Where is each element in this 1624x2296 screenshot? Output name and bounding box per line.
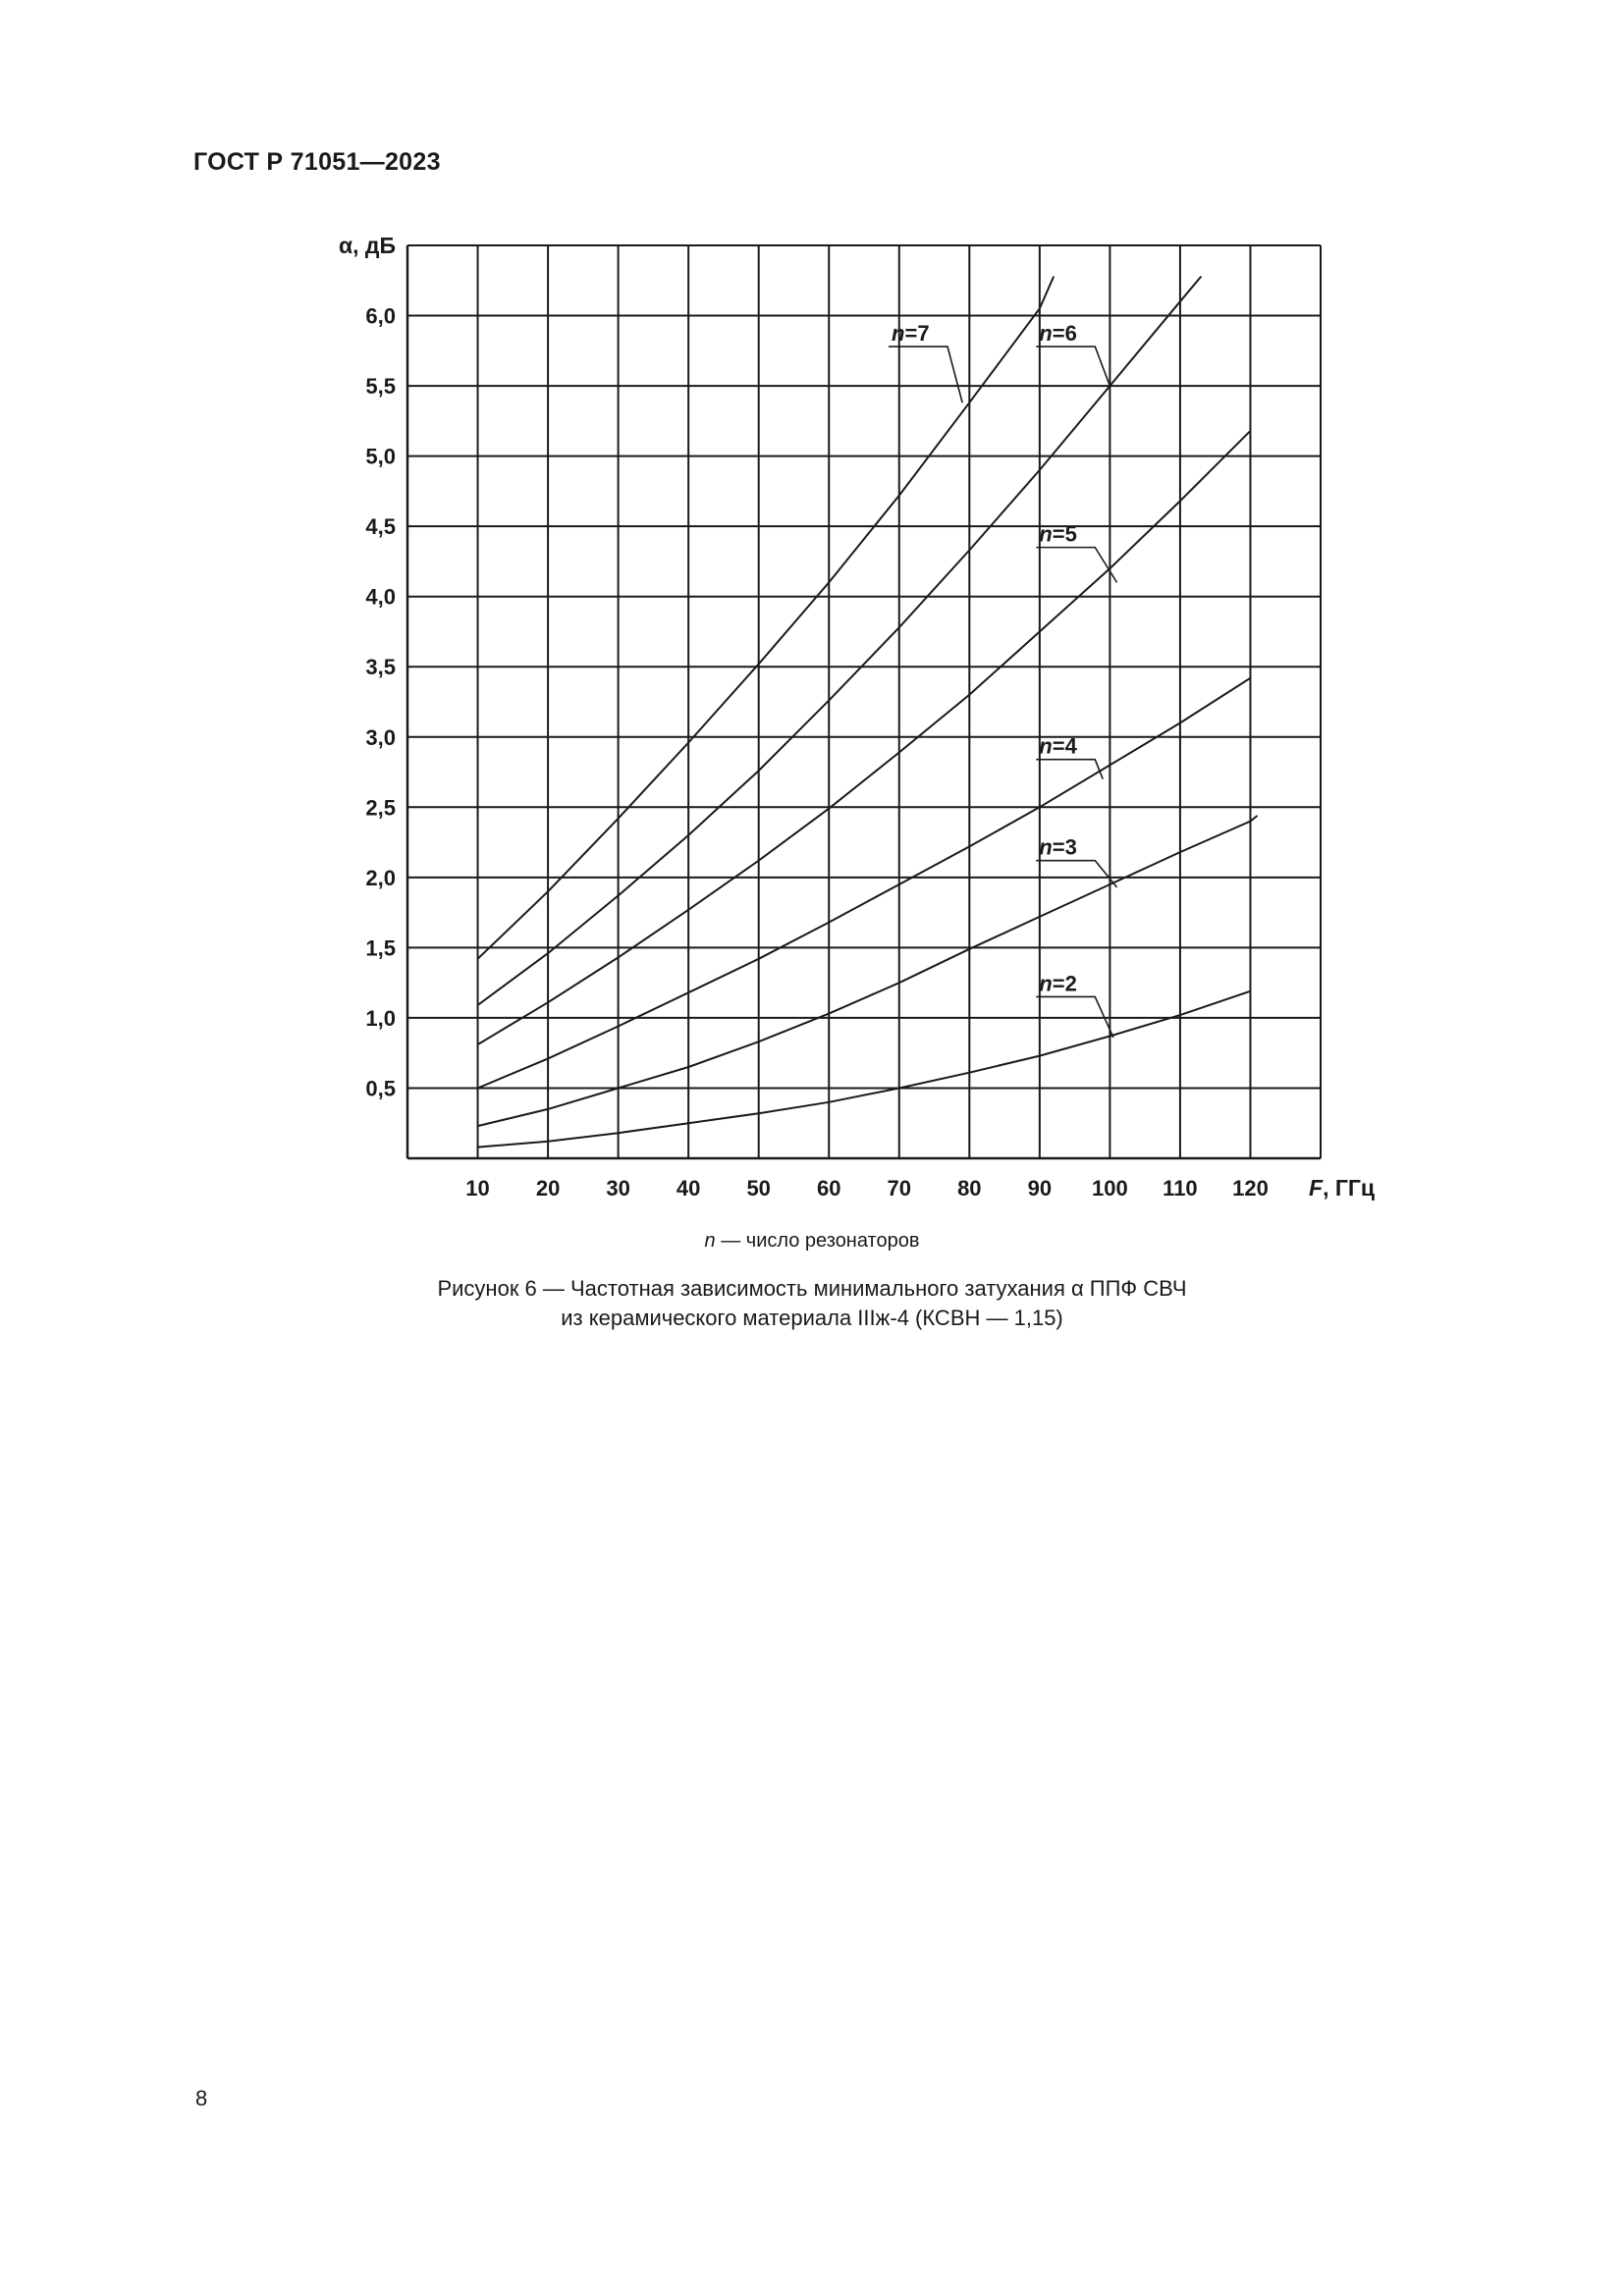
series-line bbox=[478, 991, 1251, 1148]
y-tick-label: 3,5 bbox=[365, 655, 396, 680]
figure-caption bbox=[0, 1274, 1624, 1333]
chart-axes bbox=[407, 245, 1321, 1158]
chart-grid bbox=[407, 245, 1321, 1158]
x-tick-label: 30 bbox=[606, 1176, 630, 1201]
y-tick-label: 5,5 bbox=[365, 374, 396, 400]
x-tick-label: 90 bbox=[1027, 1176, 1053, 1201]
chart-series bbox=[478, 277, 1258, 1148]
series-leader-line bbox=[1036, 548, 1116, 583]
x-tick-label: 100 bbox=[1092, 1176, 1128, 1201]
x-tick-label: 110 bbox=[1163, 1176, 1198, 1201]
legend-note-var: n bbox=[704, 1230, 716, 1252]
series-label: n=5 bbox=[1039, 521, 1077, 547]
y-tick-label: 1,0 bbox=[365, 1005, 396, 1031]
y-tick-label: 5,0 bbox=[365, 444, 396, 469]
y-tick-label: 0,5 bbox=[365, 1076, 396, 1101]
series-label: n=2 bbox=[1039, 971, 1077, 996]
x-tick-label: 40 bbox=[676, 1176, 701, 1201]
legend-note-text: — число резонаторов bbox=[715, 1230, 920, 1252]
x-tick-label: 120 bbox=[1232, 1176, 1269, 1201]
x-tick-label: 60 bbox=[816, 1176, 841, 1201]
series-label: n=7 bbox=[892, 321, 930, 347]
legend-note bbox=[0, 1230, 1624, 1253]
series-label: n=4 bbox=[1039, 733, 1077, 759]
x-tick-label: 20 bbox=[535, 1176, 561, 1201]
document-header: ГОСТ Р 71051—2023 bbox=[193, 148, 441, 176]
y-axis-label: α, дБ bbox=[338, 233, 396, 258]
series-leader-line bbox=[1036, 347, 1110, 386]
y-tick-label: 4,0 bbox=[365, 584, 396, 610]
figure-caption-line-2: из керамического материала IIIж-4 (КСВН — 1,15) bbox=[561, 1306, 1063, 1330]
x-tick-label: 80 bbox=[957, 1176, 982, 1201]
y-tick-label: 1,5 bbox=[365, 935, 396, 961]
chart-series-labels bbox=[889, 321, 1117, 1038]
series-line bbox=[478, 678, 1251, 1089]
series-label: n=3 bbox=[1039, 834, 1077, 860]
page-number: 8 bbox=[195, 2086, 208, 2110]
series-label: n=6 bbox=[1039, 321, 1077, 347]
x-tick-label: 10 bbox=[465, 1176, 490, 1201]
y-tick-label: 2,5 bbox=[365, 795, 396, 821]
y-tick-label: 4,5 bbox=[365, 514, 396, 540]
chart-tick-labels bbox=[339, 233, 1375, 1201]
series-line bbox=[478, 816, 1258, 1126]
figure-caption-line-1: Рисунок 6 — Частотная зависимость минимального затухания α ППФ СВЧ bbox=[437, 1276, 1187, 1301]
x-axis-label: F, ГГц bbox=[1309, 1175, 1376, 1201]
y-tick-label: 2,0 bbox=[365, 865, 396, 890]
x-tick-label: 50 bbox=[746, 1176, 771, 1201]
y-tick-label: 6,0 bbox=[365, 303, 396, 329]
y-tick-label: 3,0 bbox=[365, 724, 396, 750]
series-leader-line bbox=[1036, 861, 1116, 887]
x-tick-label: 70 bbox=[887, 1176, 912, 1201]
